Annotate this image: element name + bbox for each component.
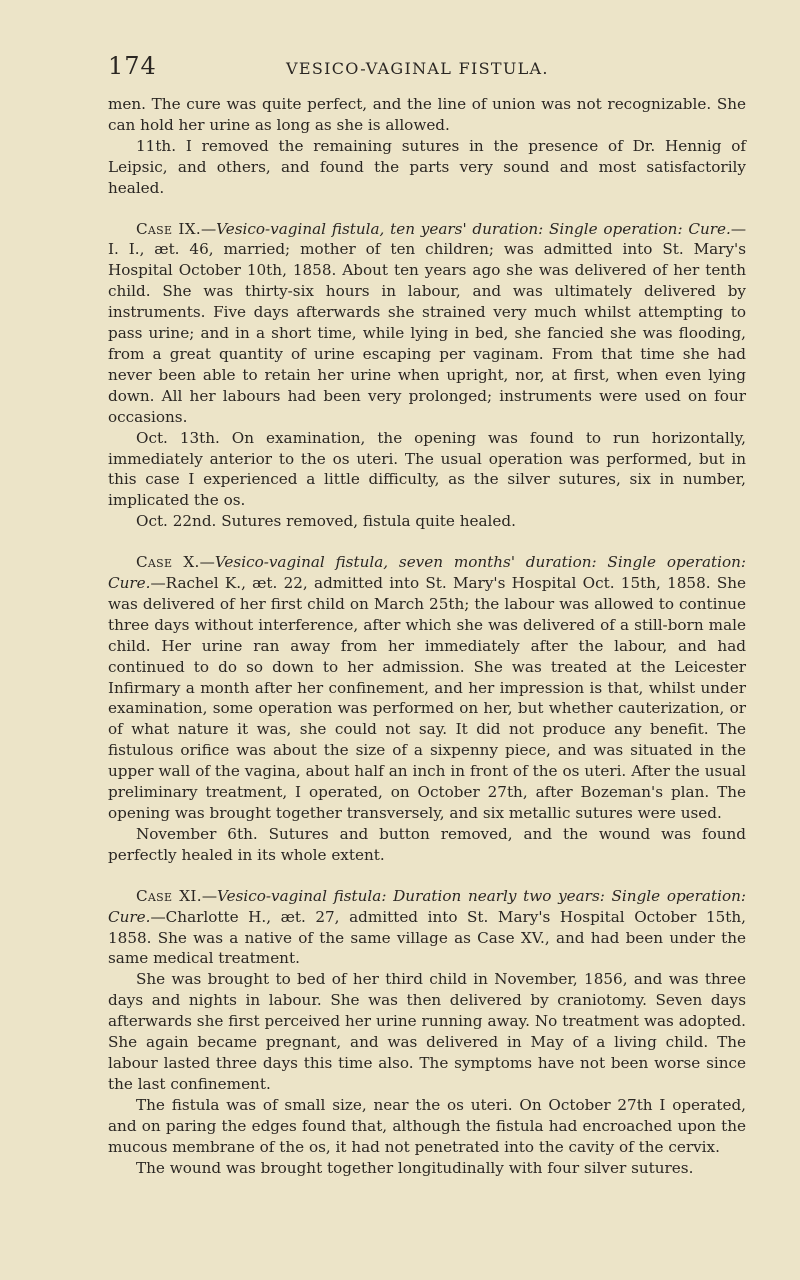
page-body [108,94,746,1178]
case-paragraph: Case X.—Vesico-vaginal fistula, seven months' duration: Single operation: Cure.—Rachel K., æt. 22, admitted into St. Mary's Hospital Oct. 15th, 1858. She was delivered of her first child on March 25th; the labour was allowed to continue three days without interference, after which she was delivered of a still-born male child. Her urine ran away from her immediately after the labour, and had continued to do so down to her admission. She was treated at the Leicester Infirmary a month after her confinement, and her impression is that, whilst under examination, some operation was performed on her, but whether cauterization, or of what nature it was, she could not say. It did not produce any benefit. The fistulous orifice was about the size of a sixpenny piece, and was situated in the upper wall of the vagina, about half an inch in front of the os uteri. After the usual preliminary treatment, I operated, on October 27th, after Bozeman's plan. The opening was brought together transversely, and six metallic sutures were used. [108,553,746,822]
case-title: Vesico-vaginal fistula, ten years' duration: Single operation: Cure. [216,219,731,238]
running-head: VESICO-VAGINAL FISTULA. [286,59,549,78]
paragraph: 11th. I removed the remaining sutures in the presence of Dr. Hennig of Leipsic, and others, and found the parts very sound and most satisfactorily healed. [108,136,746,197]
paragraph: November 6th. Sutures and button removed, and the wound was found perfectly healed in its whole extent. [108,824,746,864]
page-number: 174 [108,52,157,80]
paragraph: Oct. 13th. On examination, the opening was found to run horizontally, immediately anterior to the os uteri. The usual operation was performed, but in this case I experienced a little difficulty, as the silver sutures, six in number, implicated the os. [108,428,746,510]
case-title: Vesico-vaginal fistula: Duration nearly two years: Single operation: Cure. [108,886,746,926]
paragraph: The fistula was of small size, near the os uteri. On October 27th I operated, and on paring the edges found that, although the fistula had encroached upon the mucous membrane of the os, it had not penetrated into the cavity of the cervix. [108,1095,746,1156]
paragraph: Oct. 22nd. Sutures removed, fistula quite healed. [136,512,516,531]
paragraph: men. The cure was quite perfect, and the line of union was not recognizable. She can hold her urine as long as she is allowed. [108,95,746,134]
case-number: Case XI. [136,886,202,905]
case-title: Vesico-vaginal fistula, seven months' duration: Single operation: Cure. [108,553,746,593]
case-number: Case X. [136,553,200,572]
paragraph: She was brought to bed of her third child in November, 1856, and was three days and nights in labour. She was then delivered by craniotomy. Seven days afterwards she first perceived her urine running away. No treatment was adopted. She again became pregnant, and was delivered in May of a living child. The labour lasted three days this time also. The symptoms have not been worse since the last confinement. [108,970,746,1093]
paragraph: The wound was brought together longitudinally with four silver sutures. [136,1158,694,1177]
page-header [108,52,746,80]
case-number: Case IX. [136,219,201,238]
case-paragraph: Case IX.—Vesico-vaginal fistula, ten years' duration: Single operation: Cure.—I. I., æt. 46, married; mother of ten children; was admitted into St. Mary's Hospital October 10th, 1858. About ten years ago she was delivered of her tenth child. She was thirty-six hours in labour, and was ultimately delivered by instruments. Five days afterwards she strained very much whilst attempting to pass urine; and in a short time, while lying in bed, she fancied she was flooding, from a great quantity of urine escaping per vaginam. From that time she had never been able to retain her urine when upright, nor, at first, when even lying down. All her labours had been very prolonged; instruments were used on four occasions. [108,219,747,426]
case-paragraph: Case XI.—Vesico-vaginal fistula: Duration nearly two years: Single operation: Cure.—Charlotte H., æt. 27, admitted into St. Mary's Hospital October 15th, 1858. She was a native of the same village as Case XV., and had been under the same medical treatment. [108,886,746,968]
